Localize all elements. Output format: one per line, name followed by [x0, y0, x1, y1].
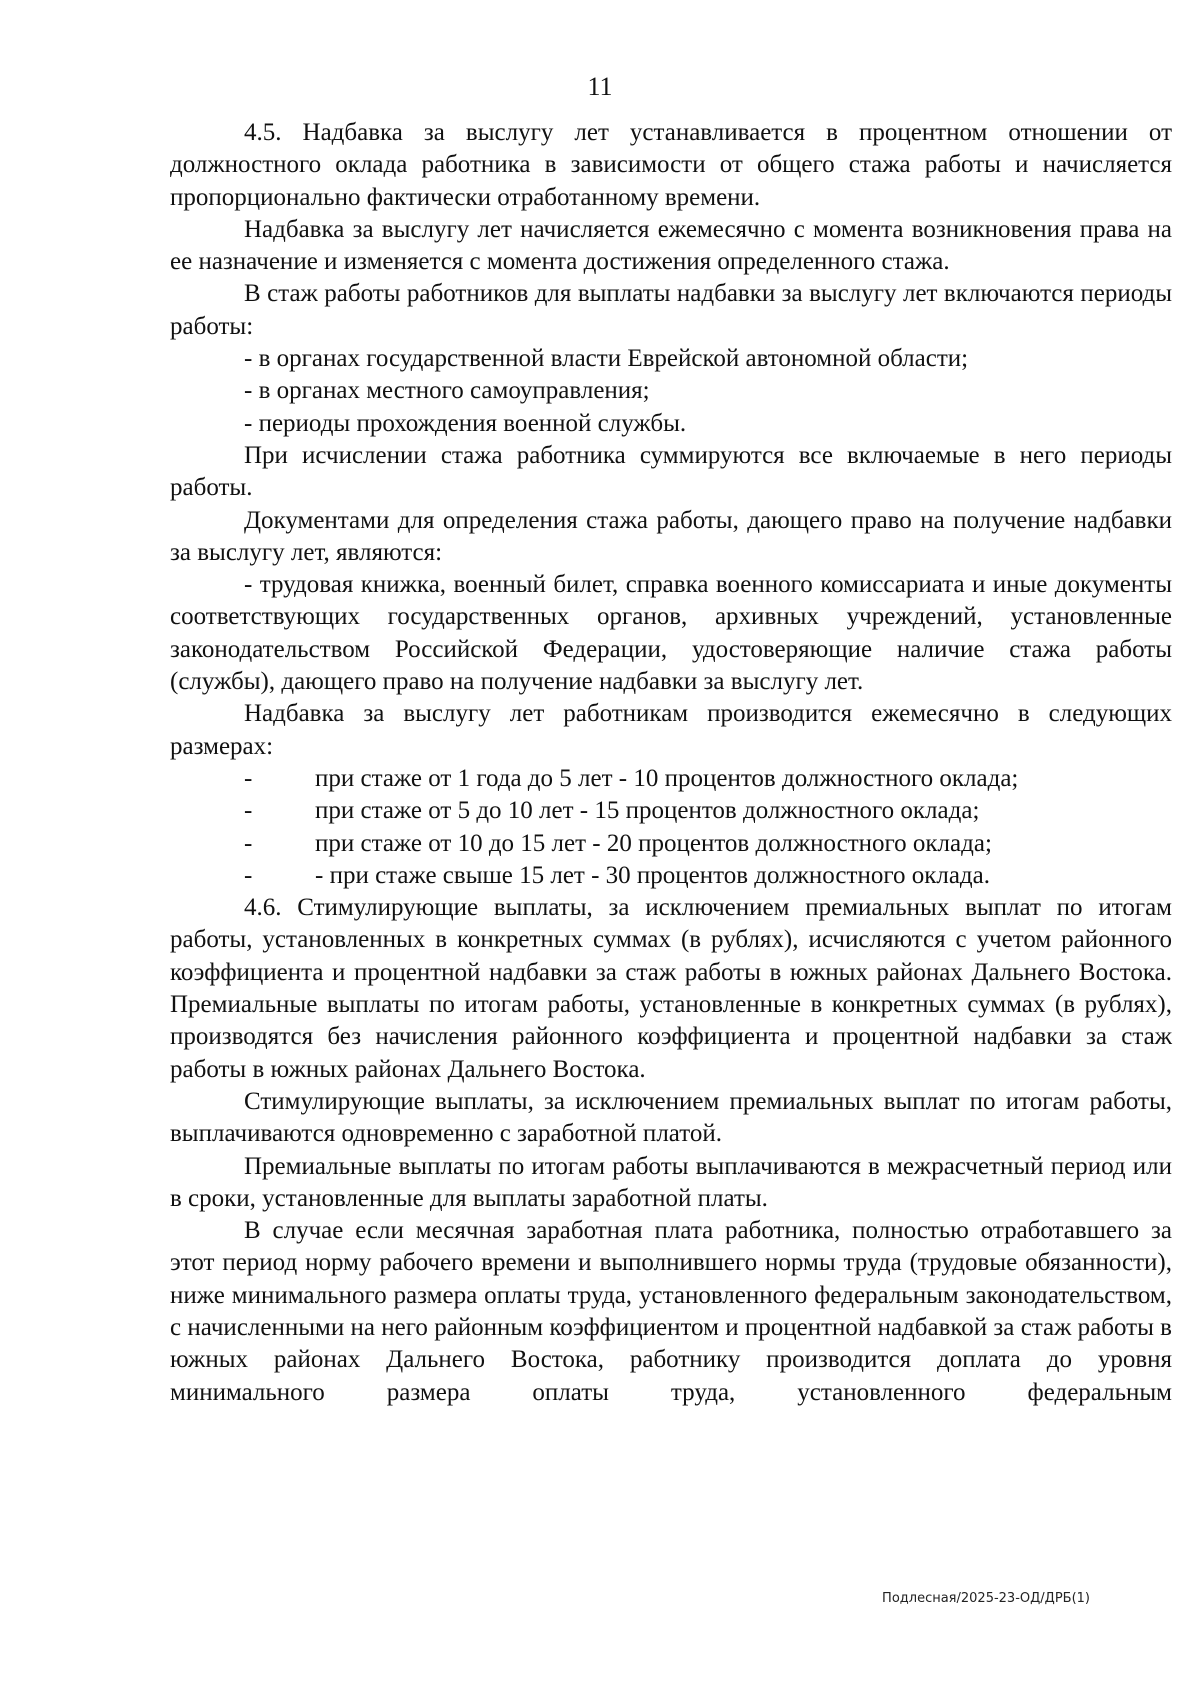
list-dash: -: [244, 797, 253, 825]
list-item-period: - периоды прохождения военной службы.: [244, 409, 687, 437]
rate-text: при стаже от 10 до 15 лет - 20 процентов должностного оклада;: [315, 829, 992, 857]
paragraph-documents: Документами для определения стажа работы, дающего право на получение надбавки за выслугу лет, являются:: [170, 506, 1172, 566]
paragraph-4-6-stimulating: 4.6. Стимулирующие выплаты, за исключением премиальных выплат по итогам работы, установленных в конкретных суммах (в рублях), исчисляются с учетом районного коэффициента и процентной надбавки за стаж работы в южных районах Дальнего Востока. Премиальные выплаты по итогам работы, установленные в конкретных суммах (в рублях), производятся без начисления районного коэффициента и процентной надбавки за стаж работы в южных районах Дальнего Востока.: [170, 894, 1172, 1083]
paragraph-service-periods: В стаж работы работников для выплаты надбавки за выслугу лет включаются периоды работы:: [170, 280, 1172, 340]
list-item-rate: [170, 828, 1172, 860]
paragraph-summation: При исчислении стажа работника суммируются все включаемые в него периоды работы.: [170, 441, 1172, 502]
rate-text: при стаже от 1 года до 5 лет - 10 процентов должностного оклада;: [315, 764, 1019, 792]
rate-text: - при стаже свыше 15 лет - 30 процентов должностного оклада.: [315, 861, 990, 889]
list-item-period: - в органах государственной власти Еврейской автономной области;: [244, 345, 969, 373]
paragraph-minimum-wage: В случае если месячная заработная плата работника, полностью отработавшего за этот период норму рабочего времени и выполнившего нормы труда (трудовые обязанности), ниже минимального размера оплаты труда, установленного федеральным законодательством, с начисленными на него районным коэффициентом и процентной надбавкой за стаж работы в южных районах Дальнего Востока, работнику производится доплата до уровня минимального размера оплаты труда, установленного федеральным: [170, 1217, 1172, 1406]
paragraph-documents-list: - трудовая книжка, военный билет, справка военного комиссариата и иные документы соответствующих государственных органов, архивных учреждений, установленные законодательством Российской Федерации, удостоверяющие наличие стажа работы (службы), дающего право на получение надбавки за выслугу лет.: [170, 571, 1172, 696]
document-body: [170, 117, 1172, 1409]
list-item-rate: [170, 860, 1172, 892]
paragraph-payment-timing: Стимулирующие выплаты, за исключением премиальных выплат по итогам работы, выплачиваются одновременно с заработной платой.: [170, 1087, 1172, 1148]
paragraph-accrual: Надбавка за выслугу лет начисляется ежемесячно с момента возникновения права на ее назначение и изменяется с момента достижения определенного стажа.: [170, 215, 1172, 276]
document-footer-code: Подлесная/2025-23-ОД/ДРБ(1): [882, 1591, 1090, 1606]
list-item-rate: [170, 763, 1172, 795]
paragraph-bonus-timing: Премиальные выплаты по итогам работы выплачиваются в межрасчетный период или в сроки, установленные для выплаты заработной платы.: [170, 1152, 1172, 1212]
rate-text: при стаже от 5 до 10 лет - 15 процентов должностного оклада;: [315, 797, 980, 825]
paragraph-rates-intro: Надбавка за выслугу лет работникам производится ежемесячно в следующих размерах:: [170, 700, 1172, 760]
paragraph-4-5-intro: 4.5. Надбавка за выслугу лет устанавливается в процентном отношении от должностного оклада работника в зависимости от общего стажа работы и начисляется пропорционально фактически отработанному времени.: [170, 119, 1172, 211]
list-item-rate: [170, 795, 1172, 827]
list-dash: -: [244, 861, 253, 889]
list-dash: -: [244, 764, 253, 792]
page-number: 11: [587, 72, 613, 101]
list-dash: -: [244, 829, 253, 857]
list-item-period: - в органах местного самоуправления;: [244, 377, 650, 405]
